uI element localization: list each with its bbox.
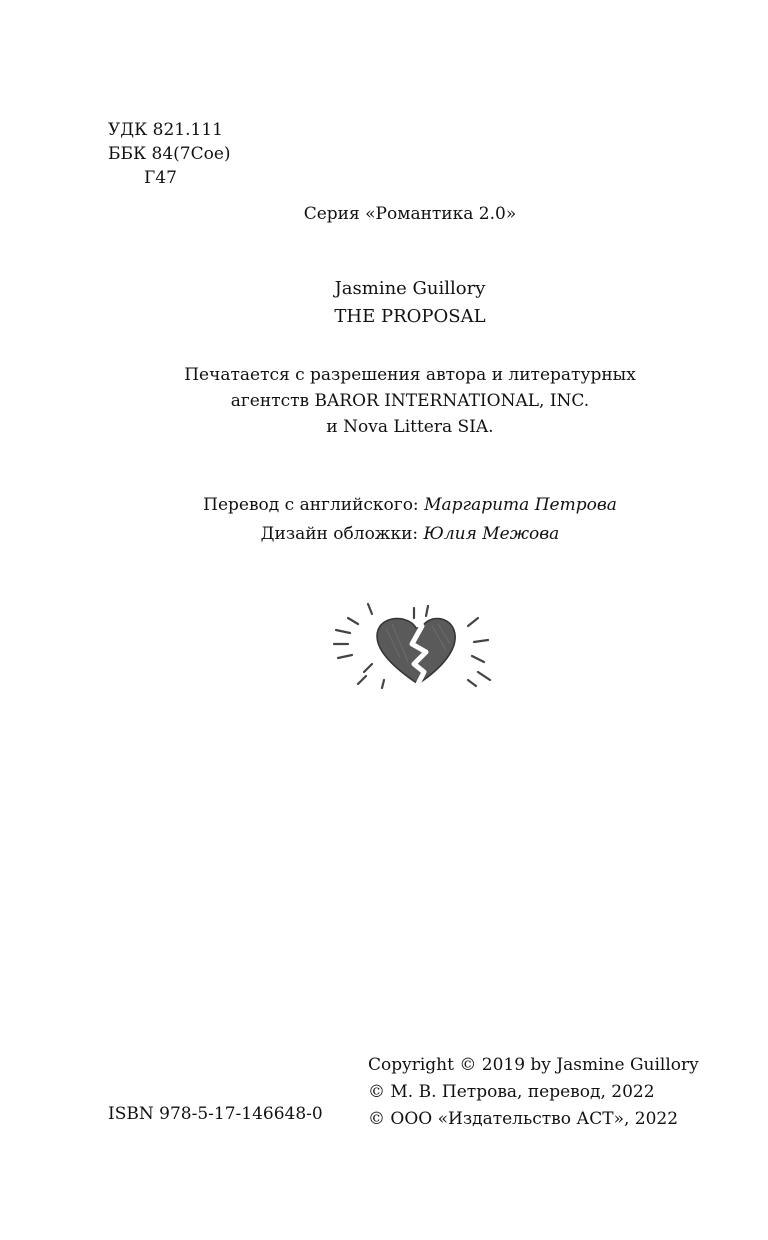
credits bbox=[0, 491, 768, 549]
author-mark: Г47 bbox=[144, 168, 177, 188]
cover-label: Дизайн обложки: bbox=[260, 524, 424, 544]
series-name: Серия «Романтика 2.0» bbox=[303, 204, 517, 224]
permission-line-2: агентств BAROR INTERNATIONAL, INC. bbox=[230, 391, 590, 411]
original-title: THE PROPOSAL bbox=[334, 306, 486, 327]
copyright-publisher: © ООО «Издательство АСТ», 2022 bbox=[368, 1109, 679, 1129]
cover-credit bbox=[0, 520, 768, 549]
broken-heart-icon bbox=[328, 600, 508, 700]
bbk-code: ББК 84(7Сое) bbox=[108, 144, 231, 164]
translation-credit bbox=[0, 491, 768, 520]
library-classification bbox=[108, 118, 231, 190]
translation-label: Перевод с английского: bbox=[203, 495, 425, 515]
translator-name: Маргарита Петрова bbox=[424, 495, 617, 515]
permission-notice bbox=[0, 362, 768, 440]
copyright-translation: © М. В. Петрова, перевод, 2022 bbox=[368, 1082, 655, 1102]
permission-line-3: и Nova Littera SIA. bbox=[326, 417, 494, 437]
original-author: Jasmine Guillory bbox=[334, 278, 486, 299]
isbn-number: ISBN 978-5-17-146648-0 bbox=[108, 1104, 323, 1124]
copyright-original: Copyright © 2019 by Jasmine Guillory bbox=[368, 1055, 699, 1075]
cover-designer-name: Юлия Межова bbox=[423, 524, 560, 544]
udk-code: УДК 821.111 bbox=[108, 120, 223, 140]
permission-line-1: Печатается с разрешения автора и литературных bbox=[184, 365, 636, 385]
copyright-block bbox=[368, 1052, 699, 1133]
